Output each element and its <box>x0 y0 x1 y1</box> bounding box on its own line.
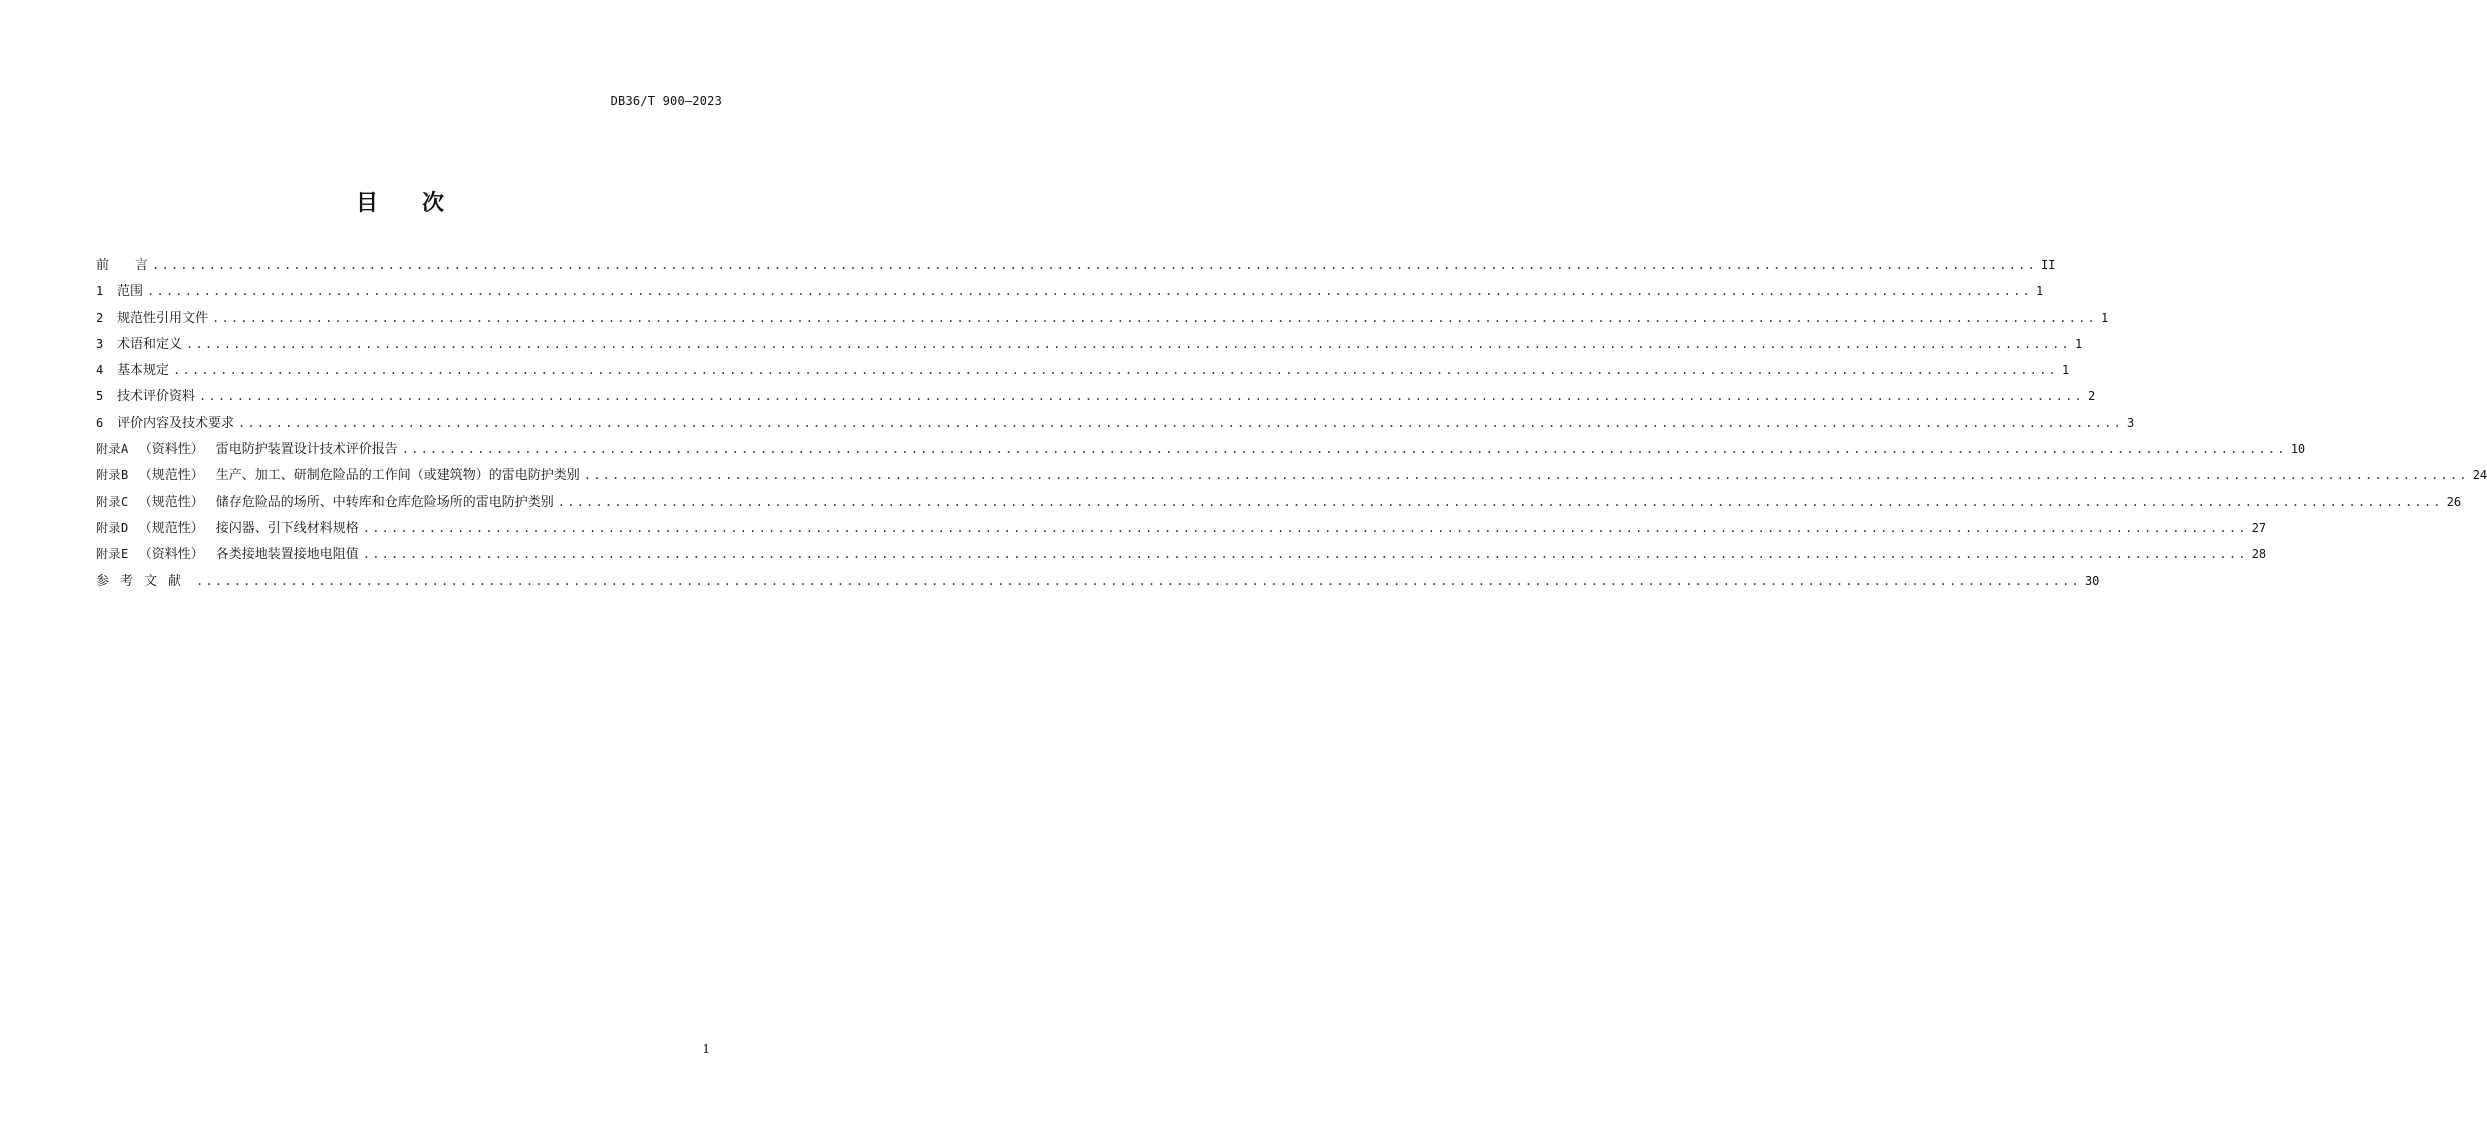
toc-leader-dots: ........................................................................................................................................................................................................ <box>152 258 2037 272</box>
toc-entry-number: 4 <box>96 363 104 378</box>
toc-entry-annotation: （规范性） <box>138 468 204 484</box>
toc-entry-page: 10 <box>2290 442 2306 457</box>
toc-entry-label: 前 言 <box>96 258 149 273</box>
toc-leader-dots: ........................................................................................................................................................................................................ <box>199 389 2084 404</box>
toc-entry[interactable] <box>96 466 2487 492</box>
toc-entry-annotation: （规范性） <box>138 494 204 510</box>
toc-entry-appendix-prefix: 附录B <box>96 468 129 483</box>
toc-entry[interactable] <box>96 493 2462 519</box>
toc-leader-dots: ........................................................................................................................................................................................................ <box>173 363 2058 378</box>
toc-leader-dots: ........................................................................................................................................................................................................ <box>196 573 2081 588</box>
toc-entry-label: 规范性引用文件 <box>117 310 209 326</box>
toc-entry-appendix-prefix: 附录C <box>96 494 129 509</box>
toc-entry-annotation: （规范性） <box>138 520 204 536</box>
toc-entry[interactable] <box>96 282 2044 308</box>
toc-entry-appendix-prefix: 附录D <box>96 520 129 535</box>
toc-entry[interactable] <box>96 309 2109 335</box>
toc-leader-dots: ........................................................................................................................................................................................................ <box>238 415 2123 430</box>
toc-entry[interactable] <box>96 545 2267 571</box>
toc-entry-page: 1 <box>2035 284 2044 299</box>
toc-entry-page: 24 <box>2472 468 2487 483</box>
toc-entry[interactable] <box>96 572 2100 598</box>
toc-entry-number: 6 <box>96 415 104 430</box>
toc-entry-annotation: （资料性） <box>138 547 204 563</box>
toc-entry-appendix-prefix: 附录A <box>96 442 129 457</box>
toc-title-char-2: 次 <box>422 191 445 216</box>
toc-entry[interactable] <box>96 387 2096 413</box>
toc-entry[interactable] <box>96 519 2267 545</box>
toc-entry-number: 5 <box>96 389 104 404</box>
page-number: 1 <box>702 1042 710 1056</box>
toc-entry-label: 参考文献 <box>96 573 193 589</box>
toc-entry-annotation: （资料性） <box>138 442 204 458</box>
toc-title <box>0 186 800 217</box>
toc-entry-appendix-prefix: 附录E <box>96 547 129 562</box>
toc-entry-label: 接闪器、引下线材料规格 <box>215 520 359 536</box>
toc-leader-dots: ........................................................................................................................................................................................................ <box>362 547 2248 562</box>
toc-entry-label: 评价内容及技术要求 <box>117 415 235 431</box>
toc-entry-label: 基本规定 <box>117 363 170 379</box>
toc-title-char-1: 目 <box>355 191 378 216</box>
toc-leader-dots: ........................................................................................................................................................................................................ <box>212 310 2097 325</box>
toc-entry-page: 26 <box>2446 494 2462 509</box>
toc-entry-page: 2 <box>2087 389 2096 404</box>
toc-entry-label: 范围 <box>117 284 144 300</box>
toc-entry-page: 1 <box>2061 363 2070 378</box>
toc-leader-dots: ........................................................................................................................................................................................................ <box>583 468 2469 483</box>
toc-entry-label: 术语和定义 <box>117 336 183 352</box>
table-of-contents <box>96 256 2487 598</box>
toc-entry-number: 3 <box>96 336 104 351</box>
toc-entry-label: 储存危险品的场所、中转库和仓库危险场所的雷电防护类别 <box>215 494 554 510</box>
toc-leader-dots: ........................................................................................................................................................................................................ <box>186 336 2071 351</box>
toc-entry-label: 各类接地装置接地电阻值 <box>215 547 359 563</box>
toc-leader-dots: ........................................................................................................................................................................................................ <box>147 284 2032 299</box>
toc-entry-label: 技术评价资料 <box>117 389 196 405</box>
toc-entry-page: 1 <box>2100 310 2109 325</box>
toc-entry-page: 3 <box>2126 415 2135 430</box>
toc-entry-page: 1 <box>2074 336 2083 351</box>
toc-entry-page: 30 <box>2084 573 2100 588</box>
toc-leader-dots: ........................................................................................................................................................................................................ <box>362 520 2248 535</box>
toc-entry-label: 雷电防护装置设计技术评价报告 <box>215 442 398 458</box>
toc-entry-number: 2 <box>96 310 104 325</box>
toc-entry-page: 28 <box>2251 547 2267 562</box>
toc-entry-page: 27 <box>2251 520 2267 535</box>
document-code: DB36/T 900—2023 <box>610 94 722 108</box>
toc-leader-dots: ........................................................................................................................................................................................................ <box>557 494 2443 509</box>
toc-entry[interactable] <box>96 440 2306 466</box>
toc-leader-dots: ........................................................................................................................................................................................................ <box>401 442 2287 457</box>
toc-entry[interactable] <box>96 361 2070 387</box>
toc-entry[interactable] <box>96 335 2083 361</box>
toc-entry[interactable] <box>96 414 2135 440</box>
toc-entry-number: 1 <box>96 284 104 299</box>
toc-entry-page: II <box>2040 258 2056 272</box>
toc-entry[interactable] <box>96 256 2056 282</box>
toc-entry-label: 生产、加工、研制危险品的工作间（或建筑物）的雷电防护类别 <box>215 468 580 484</box>
